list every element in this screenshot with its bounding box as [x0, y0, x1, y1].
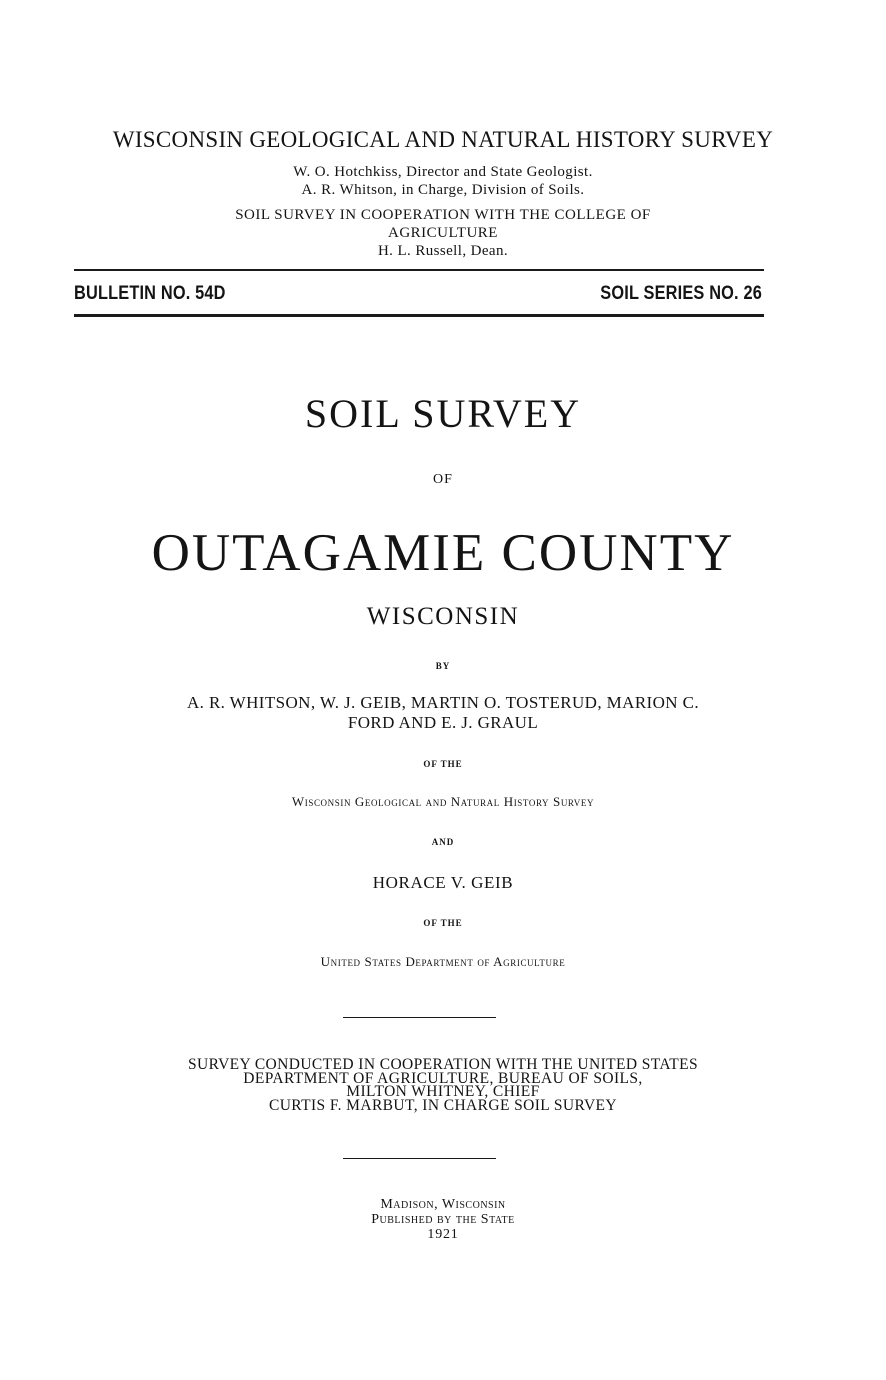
- title-soil-survey: SOIL SURVEY: [304, 391, 582, 436]
- soils-division-line: A. R. Whitson, in Charge, Division of Soils.: [301, 182, 585, 198]
- by-label: BY: [435, 661, 451, 671]
- bottom-rule-thick: [74, 314, 764, 317]
- of-the-label-2: OF THE: [423, 918, 463, 928]
- survey-name: WISCONSIN GEOLOGICAL AND NATURAL HISTORY SURVEY: [112, 127, 774, 152]
- divider-1: [343, 1017, 496, 1018]
- bulletin-number: BULLETIN NO. 54D: [74, 283, 226, 304]
- bulletin-row: [74, 283, 762, 309]
- cooperation-line-2: AGRICULTURE: [388, 225, 498, 241]
- soil-series-number: SOIL SERIES NO. 26: [600, 283, 762, 304]
- and-label: AND: [431, 837, 455, 847]
- cooperation-line-1: SOIL SURVEY IN COOPERATION WITH THE COLLEGE OF: [235, 207, 651, 223]
- director-line: W. O. Hotchkiss, Director and State Geologist.: [293, 164, 593, 180]
- title-of: OF: [433, 472, 453, 487]
- top-rule: [74, 269, 764, 271]
- dean-line: H. L. Russell, Dean.: [377, 243, 509, 259]
- cooperation-note-line-2: DEPARTMENT OF AGRICULTURE, BUREAU OF SOILS,: [243, 1070, 643, 1087]
- authors-line-1: A. R. WHITSON, W. J. GEIB, MARTIN O. TOSTERUD, MARION C.: [186, 693, 700, 712]
- cooperation-note-line-1: SURVEY CONDUCTED IN COOPERATION WITH THE UNITED STATES: [187, 1056, 699, 1073]
- imprint-year: 1921: [427, 1227, 459, 1242]
- organization-usda: United States Department of Agriculture: [320, 954, 566, 969]
- imprint-publisher: Published by the State: [371, 1212, 515, 1227]
- organization-wgnhs: Wisconsin Geological and Natural History Survey: [291, 794, 595, 809]
- title-state: WISCONSIN: [366, 603, 520, 630]
- of-the-label-1: OF THE: [423, 759, 463, 769]
- authors-line-2: FORD AND E. J. GRAUL: [347, 713, 539, 732]
- coauthor-name: HORACE V. GEIB: [372, 873, 514, 892]
- imprint-place: Madison, Wisconsin: [380, 1197, 506, 1212]
- cooperation-note-line-4: CURTIS F. MARBUT, IN CHARGE SOIL SURVEY: [268, 1097, 618, 1114]
- cooperation-note-line-3: MILTON WHITNEY, CHIEF: [346, 1083, 540, 1100]
- title-county: OUTAGAMIE COUNTY: [151, 524, 735, 582]
- divider-2: [343, 1158, 496, 1159]
